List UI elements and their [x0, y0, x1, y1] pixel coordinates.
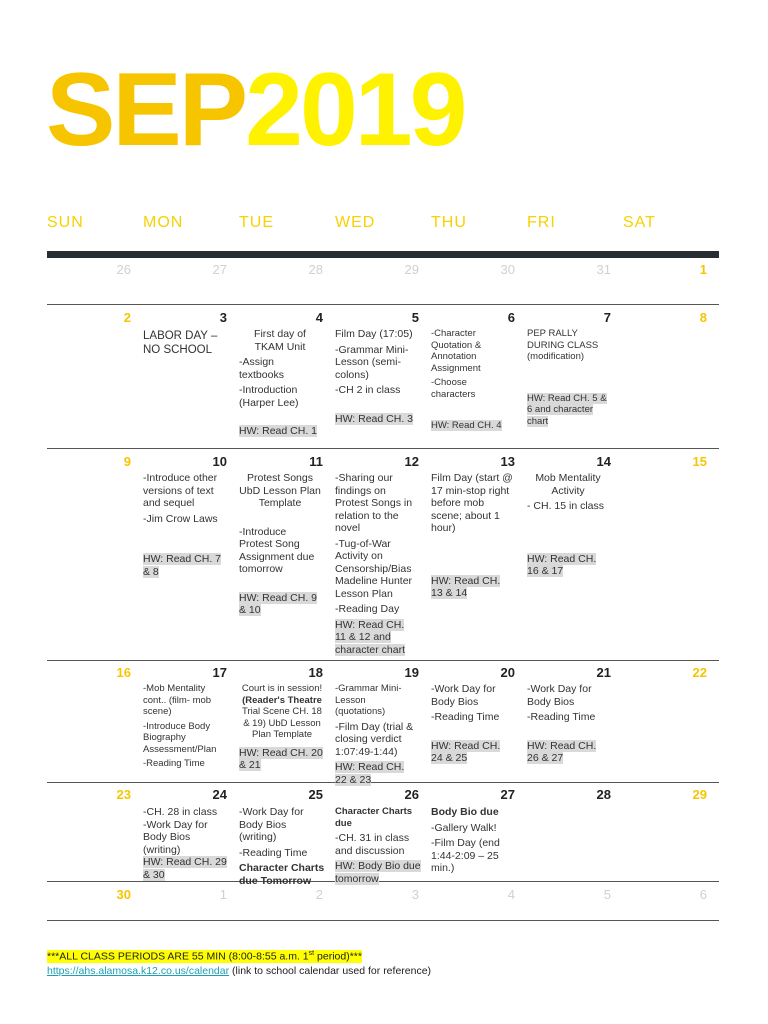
event-text: -Film Day (trial & closing verdict 1:07:49-1:44): [335, 720, 414, 758]
event-text: (Reader's Theatre: [242, 694, 322, 706]
day-number: 20: [500, 665, 515, 680]
event-text: Protest Songs UbD Lesson Plan Template: [239, 472, 321, 509]
day-number: 19: [404, 665, 419, 680]
day-number: 24: [212, 787, 227, 802]
day-number: 23: [116, 787, 131, 802]
event-text: Mob Mentality Activity: [535, 472, 601, 497]
day-number: 17: [212, 665, 227, 680]
event-text: -Character Quotation & Annotation Assignment: [431, 328, 482, 374]
homework-text: HW: Read CH. 13 & 14: [431, 574, 501, 599]
homework-text: HW: Read CH. 9 & 10: [239, 591, 317, 616]
day-cell: [335, 328, 417, 428]
day-number: 5: [411, 310, 419, 325]
weekday-header: [47, 214, 719, 236]
weekday-mon: MON: [143, 214, 184, 231]
homework-text: HW: Read CH. 7 & 8: [143, 553, 221, 578]
day-number: 6: [699, 887, 707, 902]
link-description: (link to school calendar used for reference): [229, 965, 432, 977]
class-period-note: ***ALL CLASS PERIODS ARE 55 MIN (8:00-8:55 a.m. 1st period)***: [47, 950, 362, 963]
event-text: Film Day (17:05): [335, 328, 413, 340]
homework-text: HW: Read CH. 5 & 6 and character chart: [527, 392, 607, 427]
day-number: 18: [308, 665, 323, 680]
event-text: -Gallery Walk!: [431, 821, 497, 834]
event-text: -Grammar Mini-Lesson (semi-colons): [335, 343, 409, 381]
event-text: -Introduction (Harper Lee): [239, 384, 299, 409]
day-number: 8: [699, 310, 707, 325]
day-number: 2: [315, 887, 323, 902]
event-text: -Work Day for Body Bios (writing): [239, 806, 304, 843]
homework-text: HW: Read CH. 1: [239, 425, 317, 437]
day-number: 7: [603, 310, 611, 325]
day-cell: [527, 472, 609, 581]
event-text: -Reading Time: [527, 711, 596, 723]
event-text: -Tug-of-War Activity on Censorship/Bias Madeline Hunter Lesson Plan: [335, 537, 413, 600]
event-text: -Reading Time: [431, 711, 500, 723]
day-number: 21: [596, 665, 611, 680]
day-number: 14: [596, 454, 611, 469]
weekday-wed: WED: [335, 214, 376, 231]
event-text: -CH. 28 in class: [143, 806, 218, 818]
day-number: 27: [212, 262, 227, 277]
event-text: -Assign textbooks: [239, 356, 284, 381]
event-text: Film Day (start @ 17 min-stop right before mob scene; about 1 hour): [431, 472, 513, 534]
event-text: Trial Scene CH. 18 & 19) UbD Lesson Plan Template: [242, 706, 322, 740]
day-cell: [239, 328, 321, 441]
homework-text: HW: Read CH. 20 & 21: [239, 746, 323, 771]
day-number: 12: [404, 454, 419, 469]
day-number: 28: [308, 262, 323, 277]
day-cell: [143, 472, 225, 581]
homework-text: HW: Read CH. 4: [431, 420, 502, 431]
event-text: -Work Day for Body Bios: [527, 683, 592, 708]
day-number: 26: [404, 787, 419, 802]
event-text: -Introduce Protest Song Assignment due tomorrow: [239, 525, 315, 575]
school-calendar-link[interactable]: https://ahs.alamosa.k12.co.us/calendar: [47, 965, 230, 977]
event-text: PEP RALLY DURING CLASS (modification): [527, 328, 599, 362]
day-number: 30: [500, 262, 515, 277]
day-number: 3: [219, 310, 227, 325]
day-number: 4: [507, 887, 515, 902]
day-number: 31: [596, 262, 611, 277]
homework-text: HW: Read CH. 16 & 17: [527, 552, 597, 577]
event-text: -Reading Day: [335, 603, 400, 615]
month-label: SEP: [46, 52, 246, 168]
day-cell: [431, 683, 513, 768]
day-number: 16: [116, 665, 131, 680]
week-divider: [47, 660, 719, 661]
weekday-tue: TUE: [239, 214, 274, 231]
calendar-title: [46, 52, 465, 168]
day-number: 25: [308, 787, 323, 802]
day-number: 28: [596, 787, 611, 802]
homework-text: HW: Read CH. 24 & 25: [431, 739, 501, 764]
weekday-fri: FRI: [527, 214, 556, 231]
day-cell: [431, 806, 513, 878]
event-text: Court is in session!: [241, 683, 323, 694]
event-text: -Reading Time: [143, 758, 205, 769]
day-cell: [431, 472, 513, 603]
day-cell: [143, 806, 229, 884]
day-cell: [239, 683, 325, 775]
homework-text: HW: Read CH. 26 & 27: [527, 739, 597, 764]
day-number: 26: [116, 262, 131, 277]
homework-text: HW: Read CH. 22 & 23: [335, 761, 405, 786]
week-divider: [47, 920, 719, 921]
calendar-reference: [47, 965, 431, 977]
day-number: 6: [507, 310, 515, 325]
homework-text: HW: Body Bio due tomorrow: [335, 860, 421, 885]
event-text: -Reading Time: [239, 846, 308, 859]
event-text: -Jim Crow Laws: [143, 512, 218, 525]
weekday-thu: THU: [431, 214, 467, 231]
day-number: 1: [699, 262, 707, 277]
event-text: -Grammar Mini-Lesson (quotations): [335, 683, 402, 717]
homework-text: HW: Read CH. 3: [335, 412, 413, 425]
day-number: 15: [692, 454, 707, 469]
event-text: - CH. 15 in class: [527, 500, 605, 512]
event-text: -Film Day (end 1:44-2:09 – 25 min.): [431, 837, 500, 874]
event-text: -CH 2 in class: [335, 384, 401, 396]
event-text: Character Charts due: [335, 806, 413, 829]
event-text: Body Bio due: [431, 806, 499, 818]
day-cell: [527, 328, 609, 430]
day-cell: [239, 472, 321, 620]
weekday-sun: SUN: [47, 214, 84, 231]
day-number: 11: [309, 454, 323, 469]
day-cell: [239, 806, 325, 890]
day-cell: [335, 472, 417, 659]
day-number: 29: [404, 262, 419, 277]
weekday-sat: SAT: [623, 214, 656, 231]
event-text: -Mob Mentality cont.. (film- mob scene): [143, 683, 212, 717]
day-cell: [335, 806, 421, 888]
day-number: 22: [692, 665, 707, 680]
day-number: 30: [116, 887, 131, 902]
event-text: -Introduce other versions of text and sequel: [143, 472, 218, 509]
event-text: -Sharing our findings on Protest Songs in relation to the novel: [335, 472, 413, 534]
day-number: 5: [603, 887, 611, 902]
day-number: 2: [123, 310, 131, 325]
event-text: LABOR DAY – NO SCHOOL: [143, 330, 218, 356]
event-text: -Work Day for Body Bios: [431, 683, 496, 708]
event-text: Character Charts due Tomorrow: [239, 862, 325, 887]
event-text: First day of TKAM Unit: [254, 328, 306, 353]
day-number: 9: [123, 454, 131, 469]
day-cell: [143, 329, 229, 360]
homework-text: HW: Read CH. 29 & 30: [143, 856, 227, 881]
week-divider: [47, 448, 719, 449]
event-text: -Introduce Body Biography Assessment/Plan: [143, 720, 217, 755]
day-number: 3: [411, 887, 419, 902]
week-divider: [47, 304, 719, 305]
day-number: 10: [212, 454, 227, 469]
event-text: -Choose characters: [431, 377, 476, 400]
day-number: 4: [315, 310, 323, 325]
event-text: -Work Day for Body Bios (writing): [143, 818, 208, 856]
day-cell: [527, 683, 609, 768]
header-divider: [47, 251, 719, 258]
day-number: 1: [219, 887, 227, 902]
day-cell: [335, 683, 417, 789]
event-text: -CH. 31 in class and discussion: [335, 832, 410, 857]
day-number: 27: [500, 787, 515, 802]
year-label: 2019: [245, 52, 465, 168]
homework-text: HW: Read CH. 11 & 12 and character chart: [335, 618, 406, 656]
day-cell: [431, 328, 513, 435]
day-number: 29: [692, 787, 707, 802]
day-number: 13: [500, 454, 515, 469]
day-cell: [143, 683, 225, 773]
